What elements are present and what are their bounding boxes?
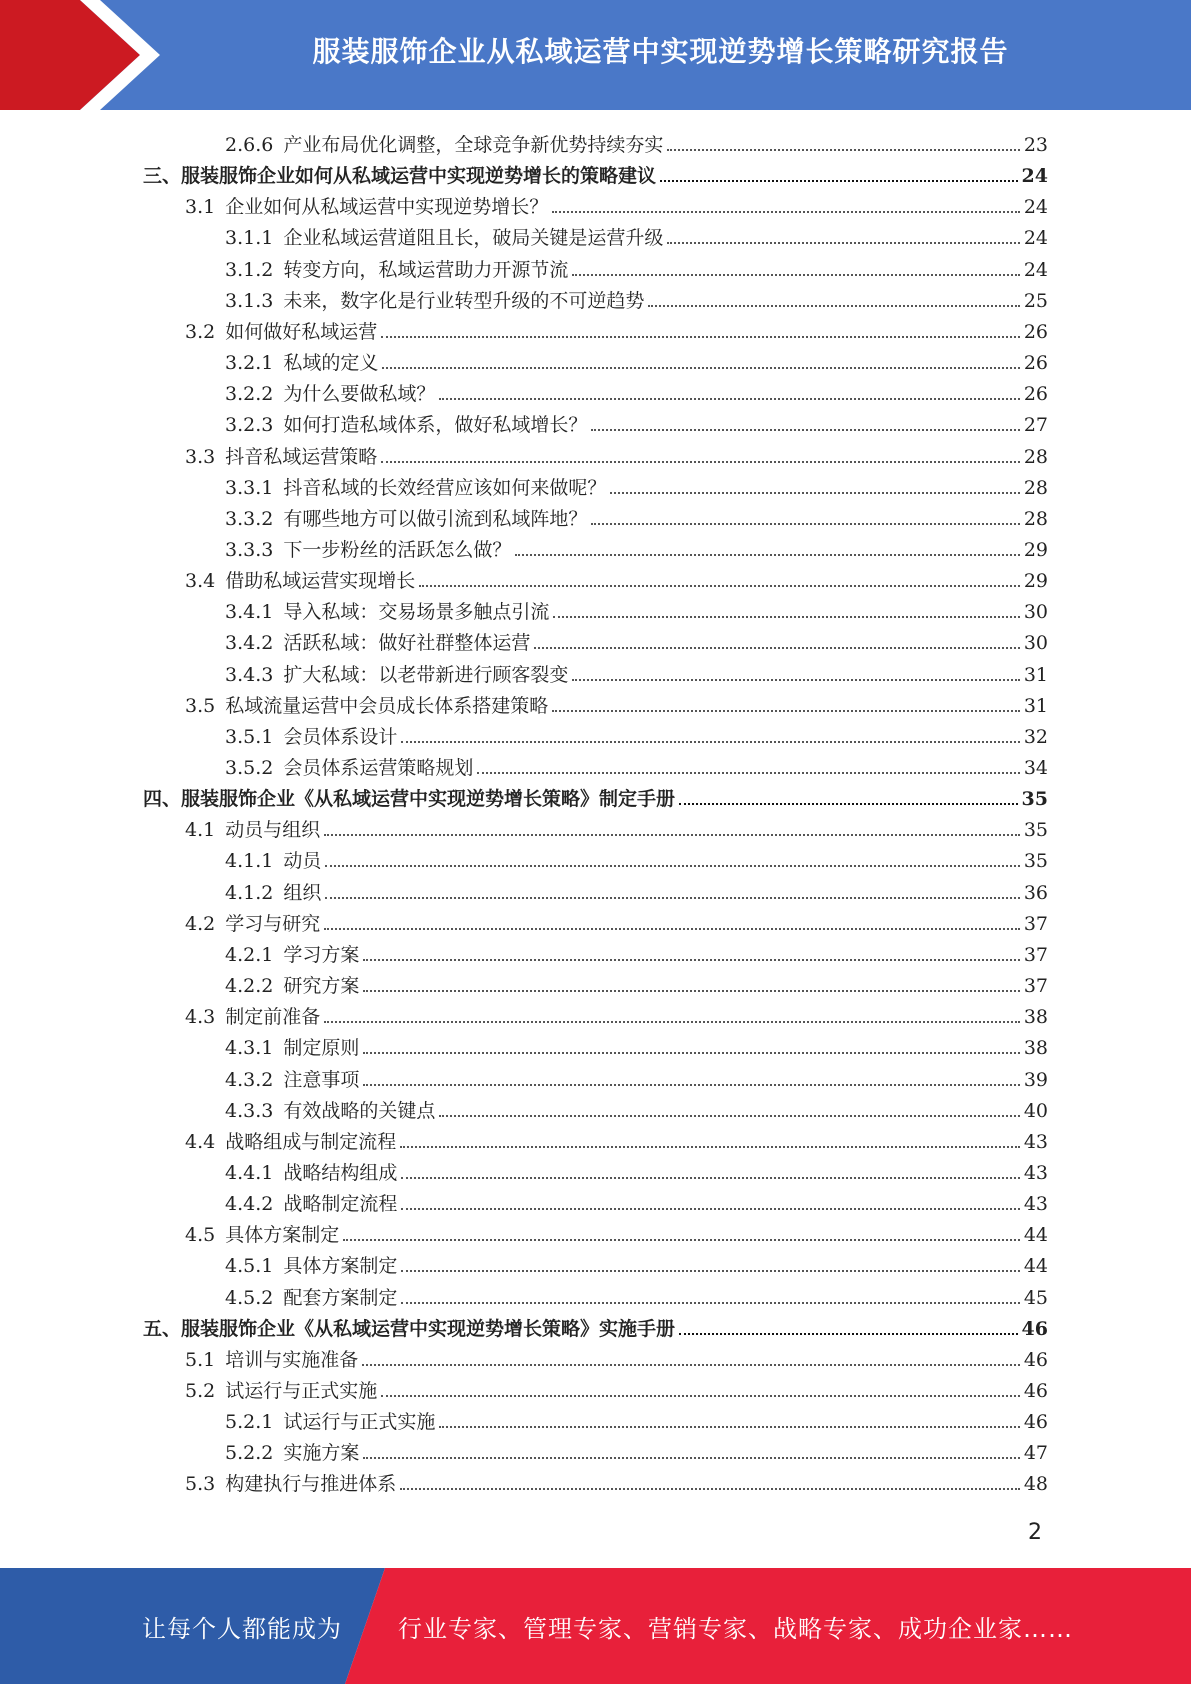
toc-entry-title: 会员体系设计 [283, 725, 398, 748]
toc-entry-number: 3.4 [185, 570, 216, 593]
toc-entry-number: 4.1 [185, 819, 216, 842]
toc-entry[interactable] [185, 188, 1048, 219]
toc-entry[interactable] [185, 438, 1048, 469]
toc-entry[interactable] [225, 1029, 1048, 1060]
toc-entry-page: 37 [1023, 912, 1048, 935]
toc-entry[interactable] [185, 1465, 1048, 1496]
toc-entry-title: 如何做好私域运营 [225, 320, 378, 343]
toc-entry-title: 导入私域：交易场景多触点引流 [283, 601, 550, 624]
toc-dot-leader [363, 990, 1019, 992]
toc-entry[interactable] [225, 406, 1048, 437]
toc-entry[interactable] [225, 624, 1048, 655]
toc-entry[interactable] [185, 811, 1048, 842]
toc-dot-leader [552, 710, 1020, 712]
toc-entry-number: 3.4.2 [225, 632, 274, 655]
toc-entry-page: 28 [1023, 445, 1048, 468]
toc-entry-title: 制定原则 [283, 1037, 360, 1060]
toc-entry-title: 转变方向，私域运营助力开源节流 [283, 258, 569, 281]
toc-entry-title: 战略制定流程 [283, 1193, 398, 1216]
toc-entry-title: 私域流量运营中会员成长体系搭建策略 [225, 694, 549, 717]
toc-dot-leader [401, 1177, 1019, 1179]
toc-dot-leader [324, 1021, 1020, 1023]
toc-entry-number: 4.1.2 [225, 881, 274, 904]
toc-entry[interactable] [225, 251, 1048, 282]
toc-dot-leader [382, 367, 1019, 369]
toc-entry[interactable] [225, 500, 1048, 531]
toc-dot-leader [648, 305, 1019, 307]
toc-entry-title: 构建执行与推进体系 [225, 1473, 397, 1496]
toc-entry-number: 5.2.2 [225, 1442, 274, 1465]
toc-entry-number: 4.3 [185, 1006, 216, 1029]
toc-dot-leader [477, 772, 1019, 774]
toc-entry-title: 组织 [283, 881, 322, 904]
toc-entry[interactable] [185, 1216, 1048, 1247]
toc-entry-number: 4.5.1 [225, 1255, 274, 1278]
toc-entry[interactable] [225, 1154, 1048, 1185]
toc-dot-leader [591, 429, 1019, 431]
toc-entry-page: 24 [1021, 165, 1048, 188]
toc-entry-title: 为什么要做私域？ [283, 383, 436, 406]
toc-entry-title: 实施方案 [283, 1442, 360, 1465]
toc-entry-number: 五、 [143, 1317, 182, 1340]
page-number: 2 [1028, 1520, 1042, 1545]
toc-dot-leader [363, 1084, 1019, 1086]
toc-entry-title: 抖音私域运营策略 [225, 445, 378, 468]
toc-dot-leader [679, 803, 1018, 805]
toc-entry-page: 30 [1023, 601, 1048, 624]
toc-entry-page: 46 [1023, 1380, 1048, 1402]
toc-entry-page: 44 [1023, 1224, 1048, 1247]
toc-entry-number: 3.3 [185, 445, 216, 468]
toc-dot-leader [572, 679, 1019, 681]
toc-entry-title: 战略结构组成 [283, 1161, 398, 1184]
toc-dot-leader [419, 585, 1020, 587]
toc-dot-leader [534, 647, 1019, 649]
toc-entry-number: 5.1 [185, 1348, 216, 1371]
toc-entry[interactable] [143, 1310, 1048, 1341]
toc-entry-page: 38 [1023, 1006, 1048, 1029]
toc-entry-number: 4.2.2 [225, 975, 274, 998]
toc-entry[interactable] [185, 1372, 1048, 1403]
toc-entry-page: 45 [1023, 1286, 1048, 1309]
toc-entry-page: 28 [1023, 507, 1048, 530]
toc-dot-leader [610, 492, 1019, 494]
toc-entry-page: 43 [1023, 1161, 1048, 1184]
toc-entry-page: 48 [1023, 1473, 1048, 1496]
toc-entry-title: 注意事项 [283, 1068, 360, 1091]
toc-entry[interactable] [225, 749, 1048, 780]
toc-entry-page: 26 [1023, 383, 1048, 406]
toc-entry-page: 40 [1023, 1099, 1048, 1122]
toc-entry-page: 43 [1023, 1193, 1048, 1216]
toc-entry-page: 25 [1023, 289, 1048, 312]
toc-entry-title: 下一步粉丝的活跃怎么做？ [283, 538, 512, 561]
toc-entry[interactable] [225, 1247, 1048, 1278]
toc-entry[interactable] [225, 842, 1048, 873]
toc-entry[interactable] [225, 1092, 1048, 1123]
toc-entry[interactable] [225, 1279, 1048, 1310]
toc-entry[interactable] [185, 998, 1048, 1029]
toc-entry-title: 会员体系运营策略规划 [283, 757, 474, 779]
toc-entry-page: 34 [1023, 757, 1048, 779]
toc-entry-number: 4.3.3 [225, 1099, 274, 1122]
toc-entry-number: 4.5 [185, 1224, 216, 1247]
chevron-decoration-icon [0, 0, 160, 110]
toc-entry-number: 2.6.6 [225, 134, 274, 156]
toc-entry[interactable] [143, 780, 1048, 811]
toc-entry-title: 配套方案制定 [283, 1286, 398, 1309]
toc-entry-title: 制定前准备 [225, 1006, 321, 1029]
toc-entry[interactable] [185, 905, 1048, 936]
toc-entry-number: 4.4.2 [225, 1193, 274, 1216]
toc-dot-leader [400, 1488, 1020, 1490]
toc-entry[interactable] [225, 375, 1048, 406]
toc-entry-page: 24 [1023, 258, 1048, 281]
toc-entry-number: 3.3.2 [225, 507, 274, 530]
toc-entry-title: 如何打造私域体系，做好私域增长？ [283, 414, 588, 437]
toc-entry-title: 有效战略的关键点 [283, 1099, 436, 1122]
toc-dot-leader [667, 149, 1019, 151]
toc-entry-number: 4.1.1 [225, 850, 274, 873]
toc-entry-title: 具体方案制定 [283, 1255, 398, 1278]
toc-entry-page: 31 [1023, 663, 1048, 686]
toc-entry[interactable] [225, 1434, 1048, 1465]
toc-entry-page: 24 [1023, 227, 1048, 250]
toc-entry[interactable] [225, 1403, 1048, 1434]
footer-band [0, 1568, 1191, 1684]
toc-entry-number: 4.5.2 [225, 1286, 274, 1309]
toc-entry-number: 3.5.1 [225, 725, 274, 748]
toc-dot-leader [572, 274, 1019, 276]
toc-entry-number: 4.2 [185, 912, 216, 935]
toc-entry-number: 4.3.2 [225, 1068, 274, 1091]
toc-entry-title: 动员与组织 [225, 819, 321, 842]
toc-dot-leader [660, 180, 1018, 182]
toc-entry-title: 抖音私域的长效经营应该如何来做呢？ [283, 476, 607, 499]
toc-entry-title: 服装服饰企业《从私域运营中实现逆势增长策略》实施手册 [181, 1317, 676, 1340]
toc-entry-page: 26 [1023, 352, 1048, 375]
toc-entry-title: 具体方案制定 [225, 1224, 340, 1247]
toc-entry-number: 4.4 [185, 1130, 216, 1153]
toc-dot-leader [381, 336, 1020, 338]
toc-dot-leader [363, 1457, 1019, 1459]
toc-entry[interactable] [225, 656, 1048, 687]
toc-entry[interactable] [185, 562, 1048, 593]
toc-entry-number: 4.2.1 [225, 943, 274, 966]
toc-entry[interactable] [225, 967, 1048, 998]
toc-entry-page: 31 [1023, 694, 1048, 717]
toc-dot-leader [679, 1333, 1018, 1335]
toc-entry[interactable] [185, 1123, 1048, 1154]
toc-entry-title: 借助私域运营实现增长 [225, 570, 416, 593]
toc-entry-page: 28 [1023, 476, 1048, 499]
toc-entry-number: 3.1.3 [225, 289, 274, 312]
toc-entry[interactable] [225, 1061, 1048, 1092]
toc-dot-leader [401, 1270, 1019, 1272]
footer-slogan-left: 让每个人都能成为 [142, 1614, 342, 1643]
toc-entry-title: 企业私域运营道阻且长，破局关键是运营升级 [283, 227, 664, 250]
header-band [0, 0, 1191, 110]
toc-entry-page: 46 [1021, 1317, 1048, 1340]
toc-dot-leader [343, 1239, 1020, 1241]
toc-entry-title: 试运行与正式实施 [225, 1380, 378, 1402]
toc-entry-page: 23 [1023, 134, 1048, 156]
toc-entry-page: 37 [1023, 975, 1048, 998]
toc-dot-leader [552, 211, 1020, 213]
toc-entry-number: 3.2.3 [225, 414, 274, 437]
toc-entry-title: 服装服饰企业《从私域运营中实现逆势增长策略》制定手册 [181, 788, 676, 811]
toc-entry-number: 3.3.3 [225, 538, 274, 561]
toc-entry[interactable] [225, 219, 1048, 250]
toc-dot-leader [325, 865, 1019, 867]
toc-entry-number: 3.1.1 [225, 227, 274, 250]
toc-entry[interactable] [225, 1185, 1048, 1216]
toc-dot-leader [553, 616, 1019, 618]
toc-entry-page: 32 [1023, 725, 1048, 748]
toc-entry[interactable] [185, 1341, 1048, 1372]
toc-dot-leader [439, 1115, 1019, 1117]
toc-entry-number: 3.3.1 [225, 476, 274, 499]
toc-dot-leader [401, 1302, 1019, 1304]
toc-entry-number: 5.2 [185, 1380, 216, 1402]
toc-dot-leader [439, 398, 1019, 400]
toc-dot-leader [363, 959, 1019, 961]
toc-entry-title: 产业布局优化调整，全球竞争新优势持续夯实 [283, 134, 664, 156]
toc-entry-page: 35 [1021, 788, 1048, 811]
toc-entry-page: 27 [1023, 414, 1048, 437]
toc-dot-leader [401, 741, 1019, 743]
toc-entry-page: 46 [1023, 1348, 1048, 1371]
toc-dot-leader [439, 1426, 1019, 1428]
toc-entry-page: 39 [1023, 1068, 1048, 1091]
toc-entry[interactable] [225, 531, 1048, 562]
toc-entry-number: 4.4.1 [225, 1161, 274, 1184]
toc-entry-title: 服装服饰企业如何从私域运营中实现逆势增长的策略建议 [181, 165, 657, 188]
toc-entry-page: 29 [1023, 538, 1048, 561]
toc-entry-number: 3.1.2 [225, 258, 274, 281]
toc-entry[interactable] [185, 687, 1048, 718]
toc-dot-leader [362, 1364, 1020, 1366]
toc-entry-page: 44 [1023, 1255, 1048, 1278]
toc-dot-leader [324, 834, 1020, 836]
toc-dot-leader [381, 461, 1020, 463]
toc-entry-page: 29 [1023, 570, 1048, 593]
toc-entry-page: 37 [1023, 943, 1048, 966]
toc-dot-leader [381, 1395, 1020, 1397]
toc-entry-number: 3.4.1 [225, 601, 274, 624]
toc-dot-leader [667, 242, 1019, 244]
toc-entry-title: 战略组成与制定流程 [225, 1130, 397, 1153]
toc-entry-title: 学习与研究 [225, 912, 321, 935]
toc-entry-title: 企业如何从私域运营中实现逆势增长？ [225, 196, 549, 219]
toc-entry[interactable] [225, 593, 1048, 624]
toc-entry-number: 四、 [143, 788, 182, 811]
toc-dot-leader [325, 897, 1019, 899]
toc-entry[interactable] [225, 874, 1048, 905]
toc-entry-page: 35 [1023, 850, 1048, 873]
toc-entry-page: 43 [1023, 1130, 1048, 1153]
toc-dot-leader [591, 523, 1019, 525]
toc-entry-page: 47 [1023, 1442, 1048, 1465]
toc-entry-title: 动员 [283, 850, 322, 873]
toc-entry[interactable] [225, 469, 1048, 500]
toc-entry-page: 36 [1023, 881, 1048, 904]
toc-dot-leader [401, 1208, 1019, 1210]
toc-entry[interactable] [143, 157, 1048, 188]
toc-dot-leader [400, 1146, 1020, 1148]
footer-slogan-right: 行业专家、管理专家、营销专家、战略专家、成功企业家…… [398, 1614, 1073, 1643]
toc-entry-title: 培训与实施准备 [225, 1348, 359, 1371]
toc-entry[interactable] [225, 344, 1048, 375]
toc-entry-title: 学习方案 [283, 943, 360, 966]
toc-entry-page: 35 [1023, 819, 1048, 842]
toc-entry-number: 3.2.2 [225, 383, 274, 406]
toc-entry-number: 3.4.3 [225, 663, 274, 686]
toc-entry-title: 活跃私域：做好社群整体运营 [283, 632, 531, 655]
toc-dot-leader [363, 1052, 1019, 1054]
report-title: 服装服饰企业从私域运营中实现逆势增长策略研究报告 [312, 35, 1009, 68]
toc-entry-title: 私域的定义 [283, 352, 379, 375]
toc-entry[interactable] [225, 718, 1048, 749]
toc-entry-title: 扩大私域：以老带新进行顾客裂变 [283, 663, 569, 686]
toc-entry-number: 三、 [143, 165, 182, 188]
toc-entry-page: 38 [1023, 1037, 1048, 1060]
toc-entry[interactable] [225, 936, 1048, 967]
toc-entry-number: 3.2 [185, 320, 216, 343]
toc-entry-number: 3.1 [185, 196, 216, 219]
toc-entry[interactable] [225, 282, 1048, 313]
toc-entry-title: 有哪些地方可以做引流到私域阵地？ [283, 507, 588, 530]
toc-entry-number: 3.5 [185, 694, 216, 717]
toc-entry[interactable] [225, 126, 1048, 157]
toc-entry-number: 5.2.1 [225, 1411, 274, 1434]
toc-entry-page: 46 [1023, 1411, 1048, 1434]
toc-entry-title: 研究方案 [283, 975, 360, 998]
toc-entry-page: 30 [1023, 632, 1048, 655]
toc-entry-title: 试运行与正式实施 [283, 1411, 436, 1434]
toc-entry-title: 未来，数字化是行业转型升级的不可逆趋势 [283, 289, 645, 312]
toc-entry-number: 3.5.2 [225, 757, 274, 779]
toc-entry[interactable] [185, 313, 1048, 344]
toc-dot-leader [324, 928, 1020, 930]
toc-entry-number: 5.3 [185, 1473, 216, 1496]
toc-dot-leader [515, 554, 1019, 556]
toc-entry-number: 4.3.1 [225, 1037, 274, 1060]
toc-entry-number: 3.2.1 [225, 352, 274, 375]
toc-entry-page: 26 [1023, 320, 1048, 343]
toc-entry-page: 24 [1023, 196, 1048, 219]
